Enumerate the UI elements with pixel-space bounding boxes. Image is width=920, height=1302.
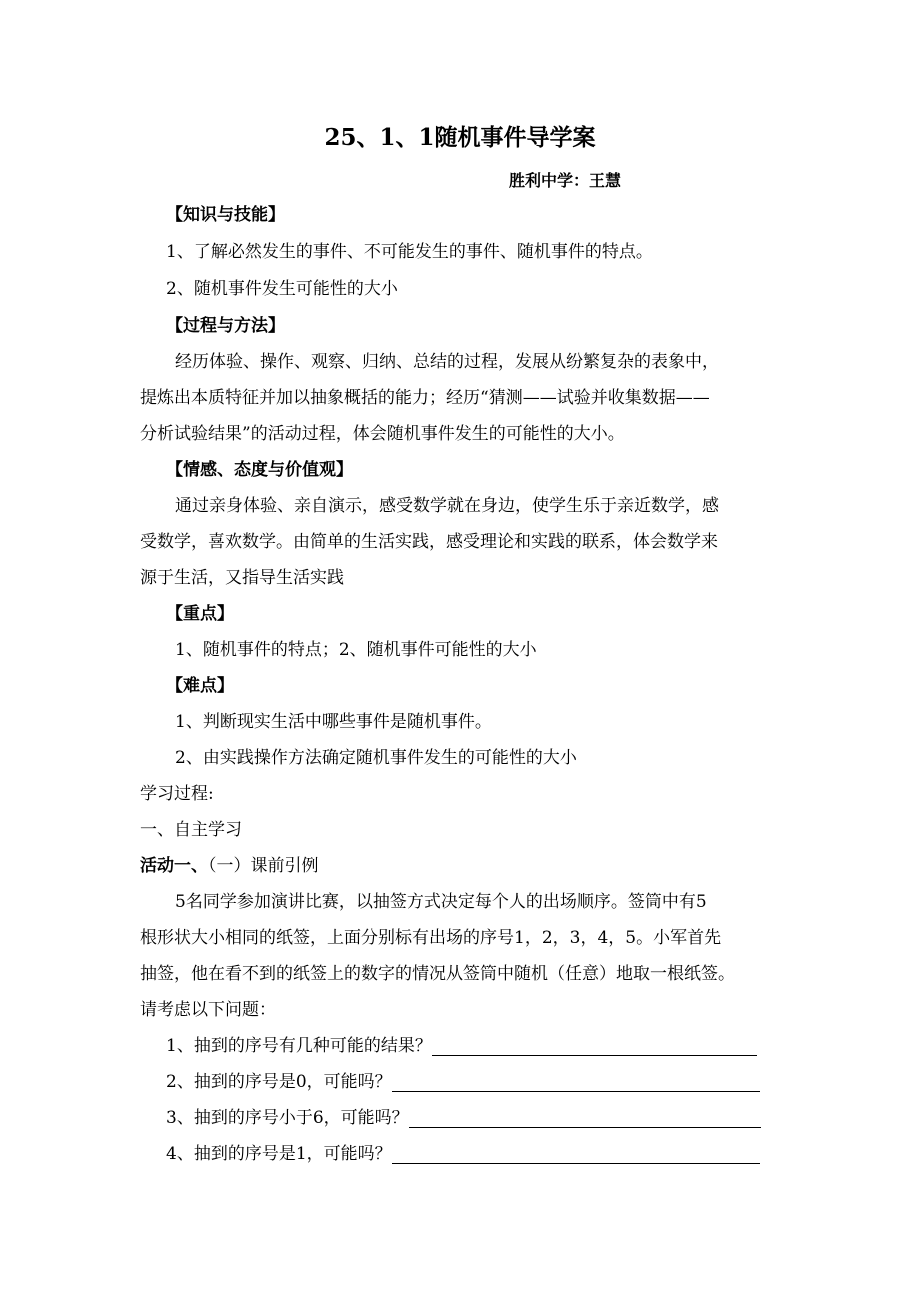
knowledge-heading: 【知识与技能】: [166, 205, 285, 225]
answer-blank[interactable]: [409, 1107, 761, 1128]
question-row: [166, 1107, 761, 1129]
intro-line: 抽签，他在看不到的纸签上的数字的情况从签筒中随机（任意）地取一根纸签。: [140, 964, 735, 984]
intro-line: 根形状大小相同的纸签，上面分别标有出场的序号1，2，3，4，5。小军首先: [140, 928, 722, 948]
knowledge-item: 2、随机事件发生可能性的大小: [166, 279, 398, 299]
answer-blank[interactable]: [432, 1035, 757, 1056]
key-points-text: 1、随机事件的特点；2、随机事件可能性的大小: [175, 640, 537, 660]
document-title: 25、1、1随机事件导学案: [324, 124, 596, 151]
question-row: [166, 1035, 757, 1057]
process-line: 经历体验、操作、观察、归纳、总结的过程，发展从纷繁复杂的表象中，: [175, 352, 719, 372]
process-line: 分析试验结果”的活动过程，体会随机事件发生的可能性的大小。: [140, 424, 625, 444]
section-heading: 一、自主学习: [140, 820, 242, 840]
question-text: 2、抽到的序号是0，可能吗？: [166, 1072, 392, 1092]
question-row: [166, 1071, 760, 1093]
emotion-line: 源于生活，又指导生活实践: [140, 568, 344, 588]
process-heading: 【过程与方法】: [166, 316, 285, 336]
intro-line: 请考虑以下问题：: [140, 1000, 276, 1020]
emotion-line: 受数学，喜欢数学。由简单的生活实践，感受理论和实践的联系，体会数学来: [140, 532, 718, 552]
process-line: 提炼出本质特征并加以抽象概括的能力；经历“猜测——试验并收集数据——: [140, 388, 710, 408]
answer-blank[interactable]: [392, 1071, 760, 1092]
learning-process-label: 学习过程:: [140, 784, 214, 804]
activity-line: [140, 855, 319, 877]
emotion-line: 通过亲身体验、亲自演示，感受数学就在身边，使学生乐于亲近数学，感: [175, 496, 719, 516]
answer-blank[interactable]: [392, 1143, 760, 1164]
difficulties-heading: 【难点】: [166, 676, 234, 696]
difficulty-item: 1、判断现实生活中哪些事件是随机事件。: [175, 712, 492, 732]
emotion-heading: 【情感、态度与价值观】: [166, 460, 353, 480]
key-points-heading: 【重点】: [166, 604, 234, 624]
question-text: 4、抽到的序号是1，可能吗？: [166, 1144, 392, 1164]
activity-label: 活动一、: [140, 856, 208, 876]
question-row: [166, 1143, 760, 1165]
intro-line: 5名同学参加演讲比赛，以抽签方式决定每个人的出场顺序。签筒中有5: [175, 892, 707, 912]
author-line: 胜利中学：王慧: [509, 171, 622, 190]
knowledge-item: 1、了解必然发生的事件、不可能发生的事件、随机事件的特点。: [166, 242, 653, 262]
question-text: 1、抽到的序号有几种可能的结果？: [166, 1036, 432, 1056]
question-text: 3、抽到的序号小于6，可能吗？: [166, 1108, 409, 1128]
difficulty-item: 2、由实践操作方法确定随机事件发生的可能性的大小: [175, 748, 577, 768]
activity-text: （一）课前引例: [208, 856, 319, 876]
